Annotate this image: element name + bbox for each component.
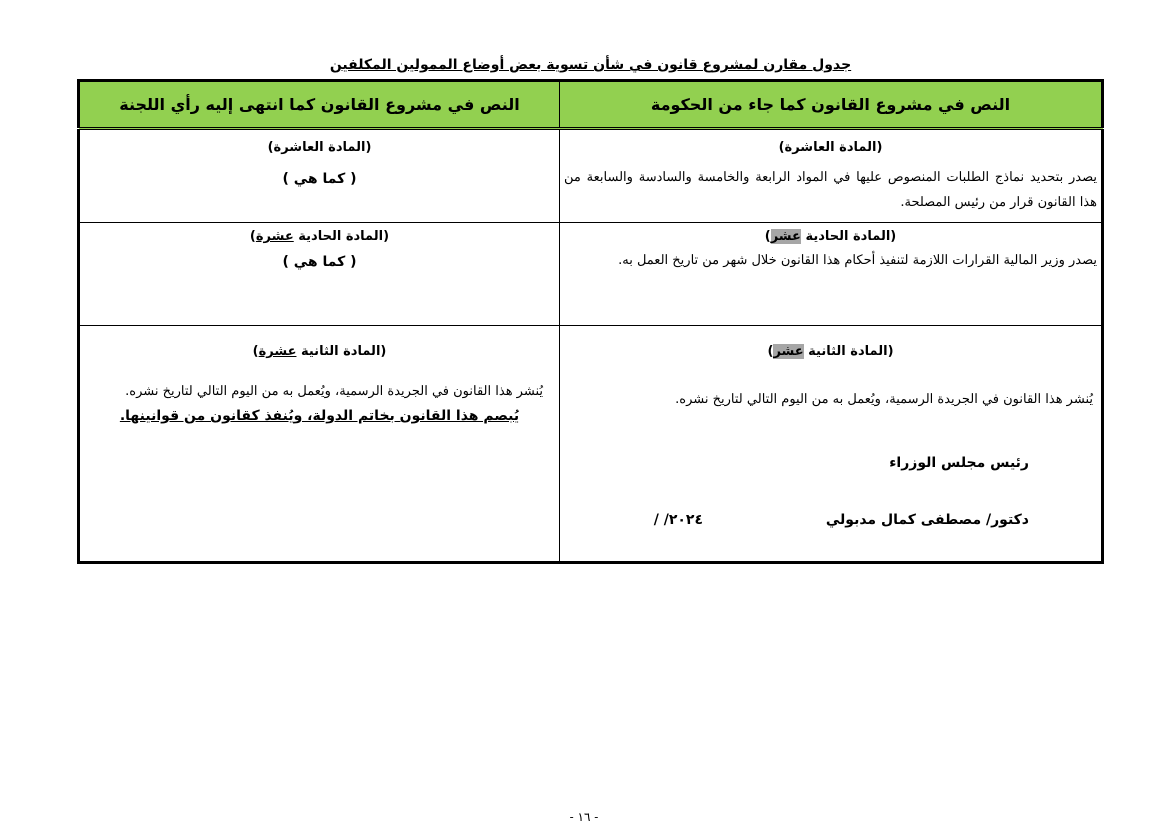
gov-cell-article-10 xyxy=(560,129,1103,223)
signature-date: / /٢٠٢٤ xyxy=(653,512,703,528)
signature-title: رئيس مجلس الوزراء xyxy=(889,455,1029,471)
com-cell-article-12 xyxy=(79,326,560,563)
com-article-heading xyxy=(80,326,559,359)
com-article-heading xyxy=(80,229,559,244)
com-article-heading: (المادة العاشرة) xyxy=(267,140,372,155)
heading-part: (المادة الحادية xyxy=(293,229,390,244)
heading-part: ) xyxy=(764,229,771,244)
underlined-word: عشرة xyxy=(255,229,294,244)
gov-article-heading: (المادة العاشرة) xyxy=(778,140,883,155)
highlighted-word: عشر xyxy=(770,229,801,244)
heading-part: (المادة الحادية xyxy=(800,229,897,244)
highlighted-word: عشر xyxy=(773,344,804,359)
gov-article-text: يصدر بتحديد نماذج الطلبات المنصوص عليها في المواد الرابعة والخامسة والسادسة والسابعة من هذا القانون قرار من رئيس المصلحة. xyxy=(564,170,1097,210)
gov-article-heading xyxy=(560,326,1101,359)
gov-cell-article-11 xyxy=(560,223,1103,326)
heading-part: ) xyxy=(249,229,256,244)
heading-part: (المادة الثانية xyxy=(296,344,387,359)
gov-article-heading xyxy=(560,229,1101,244)
header-government: النص في مشروع القانون كما جاء من الحكومة xyxy=(560,81,1103,129)
page-number: - ١٦ - xyxy=(569,810,599,824)
table-header-row xyxy=(79,81,1103,129)
com-cell-article-10 xyxy=(79,129,560,223)
comparison-table xyxy=(77,79,1104,564)
com-as-is: ( كما هي ) xyxy=(282,171,357,187)
heading-part: ) xyxy=(252,344,259,359)
gov-article-text: يصدر وزير المالية القرارات اللازمة لتنفيذ أحكام هذا القانون خلال شهر من تاريخ العمل به. xyxy=(618,253,1097,268)
table-row xyxy=(79,326,1103,563)
heading-part: ) xyxy=(767,344,774,359)
signature-name: دكتور/ مصطفى كمال مدبولي xyxy=(825,512,1029,528)
state-seal-clause: يُبصم هذا القانون بخاتم الدولة، ويُنفذ كقانون من قوانينها. xyxy=(119,408,520,424)
underlined-word: عشرة xyxy=(258,344,297,359)
table-row xyxy=(79,129,1103,223)
com-article-text: يُنشر هذا القانون في الجريدة الرسمية، ويُعمل به من اليوم التالي لتاريخ نشره. xyxy=(125,384,543,399)
gov-cell-article-12 xyxy=(560,326,1103,563)
header-committee: النص في مشروع القانون كما انتهى إليه رأي اللجنة xyxy=(79,81,560,129)
com-cell-article-11 xyxy=(79,223,560,326)
table-row xyxy=(79,223,1103,326)
document-title: جدول مقارن لمشروع قانون في شأن تسوية بعض أوضاع الممولين المكلفين xyxy=(329,57,852,73)
com-as-is: ( كما هي ) xyxy=(282,254,357,270)
heading-part: (المادة الثانية xyxy=(803,344,894,359)
gov-article-text: يُنشر هذا القانون في الجريدة الرسمية، ويُعمل به من اليوم التالي لتاريخ نشره. xyxy=(675,392,1093,407)
